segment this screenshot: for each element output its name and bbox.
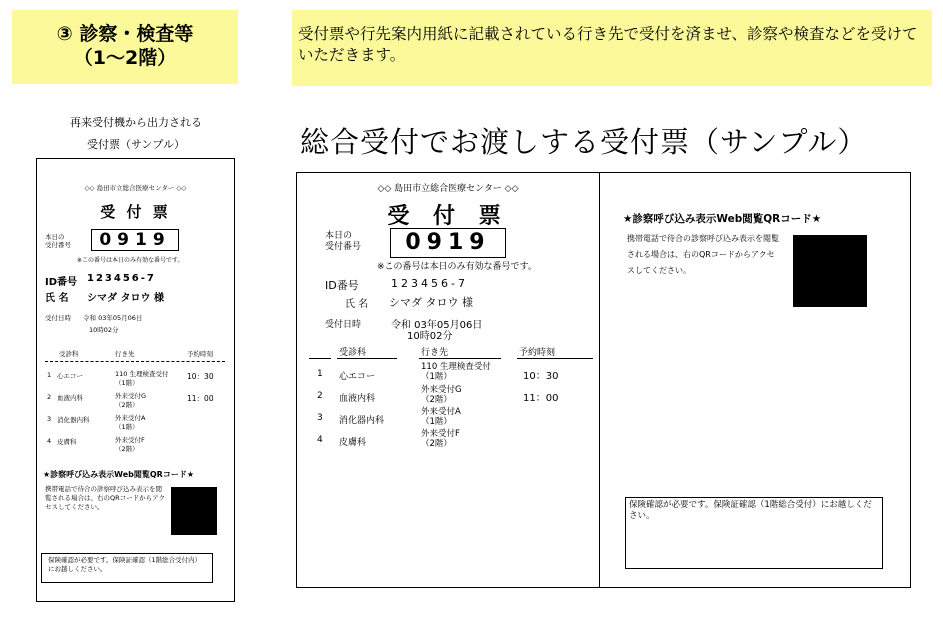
- small-number-label-2: 受付番号: [45, 241, 71, 249]
- main-row-1-dest-name: 110 生理検査受付: [421, 362, 491, 372]
- small-row-1-time: 10：30: [187, 372, 214, 381]
- small-row-1-dest-name: 110 生理検査受付: [115, 370, 169, 378]
- main-id-label: ID番号: [325, 279, 359, 292]
- main-ticket-divider: [599, 173, 600, 587]
- main-row-2-dest-name: 外来受付G: [421, 385, 462, 395]
- small-row-3-dest: [115, 414, 145, 432]
- main-row-4-floor: （2階）: [421, 439, 452, 449]
- small-caption-line1: 再来受付機から出力される: [70, 116, 202, 129]
- main-time-value: 10時02分: [407, 331, 453, 342]
- main-row-3-dest-name: 外来受付A: [421, 407, 461, 417]
- main-row-1-dest: [421, 362, 491, 382]
- step-title: ③ 診察・検査等: [56, 23, 194, 45]
- small-row-2-time: 11：00: [187, 394, 214, 403]
- small-row-3-dept: 消化器内科: [57, 416, 90, 424]
- small-header-rule: [45, 361, 225, 362]
- main-header-rule-2: [337, 358, 397, 359]
- main-header-dept: 受診科: [339, 348, 367, 358]
- small-row-2-no: 2: [47, 393, 52, 401]
- main-row-4-dest-name: 外来受付F: [421, 429, 460, 439]
- main-row-1-no: 1: [317, 369, 323, 379]
- small-qr-title: ★診察呼び込み表示Web閲覧QRコード★: [43, 470, 194, 479]
- step-description: 受付票や行先案内用紙に記載されている行き先で受付を済ませ、診察や検査などを受けていただきます。: [292, 10, 932, 86]
- small-header-dest: 行き先: [115, 350, 135, 358]
- small-id-value: 123456-7: [87, 273, 156, 284]
- small-date-value: 令和 03年05月06日: [83, 314, 143, 322]
- main-header-rule-1: [309, 358, 331, 359]
- main-date-value: 令和 03年05月06日: [391, 320, 483, 331]
- main-row-3-floor: （1階）: [421, 417, 452, 427]
- step-floors: （1～2階）: [73, 47, 177, 69]
- main-row-1-floor: （1階）: [421, 372, 452, 382]
- main-header-dest: 行き先: [421, 348, 449, 358]
- small-row-4-floor: （2階）: [115, 445, 139, 453]
- small-number-label: [45, 233, 71, 249]
- small-qr-text: 携帯電話で待合の診察呼び込み表示を閲覧される場合は、右のQRコードからアクセスしてください。: [45, 485, 165, 511]
- small-ticket: [36, 158, 235, 602]
- main-row-2-dept: 血液内科: [339, 394, 376, 404]
- main-row-4-dept: 皮膚科: [339, 438, 367, 448]
- main-number-label: [325, 231, 361, 253]
- main-number-label-2: 受付番号: [325, 242, 362, 252]
- main-row-3-no: 3: [317, 413, 323, 423]
- small-number-label-1: 本日の: [45, 233, 65, 241]
- main-header-rule-3: [419, 358, 501, 359]
- small-row-1-floor: （1階）: [115, 379, 139, 387]
- small-qr-code-icon: [171, 487, 217, 535]
- main-qr-text: 携帯電話で待合の診察呼び込み表示を閲覧される場合は、右のQRコードからアクセスしてください。: [627, 234, 779, 275]
- main-header-time: 予約時刻: [519, 348, 556, 358]
- main-row-2-no: 2: [317, 391, 323, 401]
- main-id-value: 123456-7: [391, 277, 468, 290]
- small-row-3-no: 3: [47, 415, 52, 423]
- main-row-2-dest: [421, 385, 462, 405]
- main-row-4-no: 4: [317, 435, 323, 445]
- main-ticket-title: 受 付 票: [387, 204, 509, 229]
- main-hospital-name: ◇◇ 島田市立総合医療センター ◇◇: [377, 184, 519, 194]
- small-row-4-dest: [115, 436, 145, 454]
- small-row-4-no: 4: [47, 437, 52, 445]
- main-date-label: 受付日時: [325, 320, 362, 330]
- small-row-4-dest-name: 外来受付F: [115, 436, 145, 444]
- small-date-label: 受付日時: [45, 314, 71, 322]
- main-reception-number: 0919: [390, 228, 506, 258]
- main-name-value: シマダ タロウ 様: [389, 296, 473, 309]
- main-row-1-dept: 心エコー: [339, 372, 376, 382]
- small-ticket-title: 受 付 票: [100, 203, 171, 221]
- small-ticket-caption: [36, 112, 236, 156]
- small-number-note: ※この番号は本日のみ有効な番号です。: [77, 257, 184, 264]
- main-qr-code-icon: [793, 235, 867, 307]
- small-reception-number: 0919: [91, 229, 179, 251]
- small-id-label: ID番号: [45, 277, 78, 288]
- small-time-value: 10時02分: [89, 326, 119, 334]
- small-row-3-dest-name: 外来受付A: [115, 414, 146, 422]
- small-caption-line2: 受付票（サンプル）: [86, 138, 185, 151]
- small-row-4-dept: 皮膚科: [57, 438, 77, 446]
- main-row-3-dept: 消化器内科: [339, 416, 385, 426]
- small-row-2-dept: 血液内科: [57, 394, 83, 402]
- small-header-time: 予約時刻: [187, 350, 213, 358]
- main-qr-title: ★診察呼び込み表示Web閲覧QRコード★: [623, 213, 822, 225]
- main-number-label-1: 本日の: [325, 231, 353, 241]
- main-name-label: 氏 名: [345, 299, 369, 310]
- main-row-3-dest: [421, 407, 461, 427]
- small-row-2-dest: [115, 392, 146, 410]
- small-header-dept: 受診科: [59, 350, 79, 358]
- small-row-1-no: 1: [47, 371, 52, 379]
- small-row-2-dest-name: 外来受付G: [115, 392, 147, 400]
- small-row-2-floor: （2階）: [115, 401, 139, 409]
- step-banner: [12, 10, 238, 84]
- main-row-2-time: 11：00: [523, 393, 559, 404]
- small-insurance-note: 保険確認が必要です。保険証確認（1階総合受付内）にお越しください。: [41, 553, 213, 583]
- main-row-2-floor: （2階）: [421, 395, 452, 405]
- small-name-label: 氏 名: [45, 293, 69, 304]
- main-header-rule-4: [517, 358, 593, 359]
- small-name-value: シマダ タロウ 様: [87, 293, 164, 304]
- main-row-1-time: 10：30: [523, 371, 559, 382]
- main-ticket: [296, 172, 911, 588]
- main-insurance-note: 保険確認が必要です。保険証確認（1階総合受付）にお越しください。: [625, 497, 883, 569]
- small-hospital-name: ◇◇ 島田市立総合医療センター ◇◇: [84, 184, 187, 192]
- small-row-1-dept: 心エコー: [57, 372, 83, 380]
- main-row-4-dest: [421, 429, 460, 449]
- small-row-3-floor: （1階）: [115, 423, 139, 431]
- small-row-1-dest: [115, 370, 168, 388]
- main-number-note: ※この番号は本日のみ有効な番号です。: [377, 262, 537, 272]
- main-ticket-caption: 総合受付でお渡しする受付票（サンプル）: [300, 125, 868, 159]
